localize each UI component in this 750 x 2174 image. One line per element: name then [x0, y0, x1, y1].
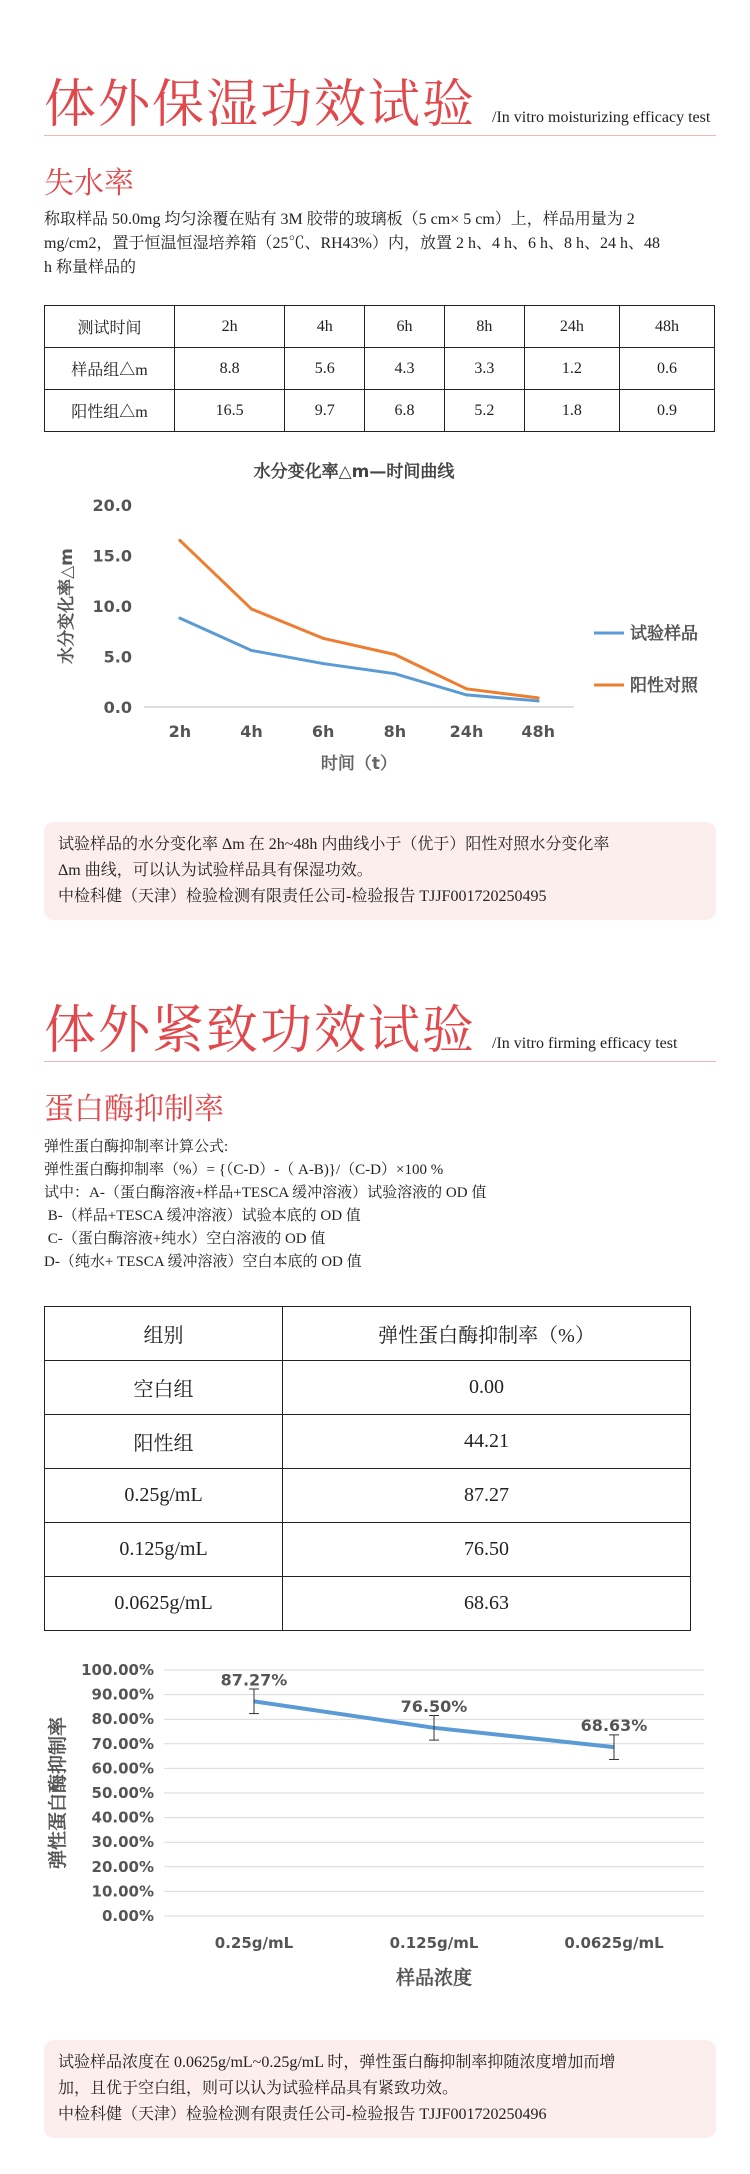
y-tick-label: 60.00%: [91, 1759, 154, 1778]
table-header-cell: 6h: [365, 306, 445, 348]
formula-line: D-（纯水+ TESCA 缓冲溶液）空白本底的 OD 值: [44, 1254, 362, 1270]
x-tick-label: 4h: [240, 722, 263, 741]
section2-conclusion: [44, 2040, 716, 2138]
formula-line: B-（样品+TESCA 缓冲溶液）试验本底的 OD 值: [44, 1208, 361, 1224]
y-tick-label: 40.00%: [91, 1808, 154, 1827]
table-row: [45, 1523, 691, 1577]
table-cell: 68.63: [283, 1577, 691, 1631]
conclusion-line: 加，且优于空白组，则可以认为试验样品具有紧致功效。: [58, 2080, 459, 2097]
elastase-inhibition-chart: [44, 1640, 716, 2025]
data-point: [465, 687, 468, 690]
table-row: [45, 348, 715, 390]
table-cell: 0.6: [619, 348, 714, 390]
x-tick-label: 0.125g/mL: [389, 1934, 479, 1952]
table-cell: 44.21: [283, 1415, 691, 1469]
table-cell: 5.6: [285, 348, 365, 390]
section2-divider: [44, 1061, 716, 1062]
x-tick-label: 48h: [521, 722, 555, 741]
table-cell: 0.9: [619, 390, 714, 432]
data-point: [178, 539, 181, 542]
table-cell: 0.125g/mL: [45, 1523, 283, 1577]
x-tick-label: 0.25g/mL: [214, 1934, 294, 1952]
table-cell: 9.7: [285, 390, 365, 432]
table-cell: 76.50: [283, 1523, 691, 1577]
table-cell: 16.5: [175, 390, 285, 432]
y-tick-label: 100.00%: [81, 1661, 154, 1679]
data-label: 87.27%: [220, 1670, 288, 1690]
table-header-cell: 弹性蛋白酶抑制率（%）: [283, 1307, 691, 1361]
table-cell: 阳性组△m: [45, 390, 175, 432]
table-header-cell: 4h: [285, 306, 365, 348]
description-line: 称取样品 50.0mg 均匀涂覆在贴有 3M 胶带的玻璃板（5 cm× 5 cm）上，样品用量为 2: [44, 211, 635, 228]
y-tick-label: 0.0: [103, 698, 132, 717]
data-point: [465, 693, 468, 696]
series-line-positive: [180, 540, 538, 698]
section2-subtitle: 蛋白酶抑制率: [44, 1092, 224, 1127]
y-tick-label: 5.0: [103, 647, 132, 667]
x-tick-label: 2h: [168, 722, 192, 741]
section1-subtitle: 失水率: [44, 166, 134, 201]
table-cell: 6.8: [365, 390, 445, 432]
table-cell: 空白组: [45, 1361, 283, 1415]
section1-title-zh: 体外保湿功效试验: [44, 75, 477, 135]
water-loss-table: [44, 305, 715, 432]
conclusion-line: 中检科健（天津）检验检测有限责任公司-检验报告 TJJF001720250495: [58, 888, 547, 905]
table-header-cell: 2h: [175, 306, 285, 348]
table-cell: 0.25g/mL: [45, 1469, 283, 1523]
data-point: [322, 637, 325, 640]
conclusion-line: 中检科健（天津）检验检测有限责任公司-检验报告 TJJF001720250496: [58, 2106, 547, 2123]
legend-label: 试验样品: [630, 624, 698, 644]
data-point: [537, 696, 540, 699]
y-tick-label: 90.00%: [91, 1685, 154, 1704]
y-tick-label: 10.00%: [91, 1882, 154, 1901]
x-axis-title: 样品浓度: [395, 1967, 473, 1989]
table-cell: 4.3: [365, 348, 445, 390]
section2-title-en: /In vitro firming efficacy test: [492, 1035, 678, 1052]
y-tick-label: 10.0: [92, 597, 132, 616]
data-point: [393, 653, 396, 656]
data-point: [537, 699, 540, 702]
y-tick-label: 20.00%: [91, 1857, 154, 1876]
table-header-cell: 组别: [45, 1307, 283, 1361]
table-cell: 5.2: [444, 390, 524, 432]
x-tick-label: 24h: [449, 722, 484, 741]
formula-line: C-（蛋白酶溶液+纯水）空白溶液的 OD 值: [44, 1231, 326, 1247]
table-cell: 8.8: [175, 348, 285, 390]
section1-description: [44, 208, 724, 280]
data-point: [393, 672, 396, 675]
conclusion-line: 试验样品浓度在 0.0625g/mL~0.25g/mL 时，弹性蛋白酶抑制率抑随浓度增加而增: [58, 2054, 616, 2071]
formula-line: 试中：A-（蛋白酶溶液+样品+TESCA 缓冲溶液）试验溶液的 OD 值: [44, 1185, 487, 1201]
y-axis-title: 水分变化率△m: [57, 548, 77, 664]
description-line: h 称量样品的: [44, 259, 137, 276]
series-line-sample: [180, 618, 538, 701]
table-cell: 样品组△m: [45, 348, 175, 390]
table-header-cell: 24h: [524, 306, 619, 348]
conclusion-line: Δm 曲线，可以认为试验样品具有保湿功效。: [58, 862, 373, 879]
table-row: [45, 1415, 691, 1469]
table-header-cell: 测试时间: [45, 306, 175, 348]
legend-label: 阳性对照: [630, 676, 698, 696]
section2-title: [44, 988, 677, 1063]
y-tick-label: 30.00%: [91, 1833, 154, 1852]
data-point: [322, 662, 325, 665]
y-tick-label: 80.00%: [91, 1710, 154, 1729]
table-cell: 1.2: [524, 348, 619, 390]
section1-conclusion: [44, 822, 716, 920]
section1-title-en: /In vitro moisturizing efficacy test: [492, 109, 711, 126]
table-cell: 87.27: [283, 1469, 691, 1523]
y-tick-label: 70.00%: [91, 1734, 154, 1753]
table-row: [45, 1469, 691, 1523]
x-axis-title: 时间（t）: [320, 754, 398, 774]
table-header-cell: 8h: [444, 306, 524, 348]
table-row: [45, 390, 715, 432]
table-cell: 0.00: [283, 1361, 691, 1415]
section2-formula: [44, 1136, 724, 1274]
table-row: [45, 1361, 691, 1415]
section2-title-zh: 体外紧致功效试验: [44, 1001, 477, 1061]
x-tick-label: 8h: [383, 722, 407, 741]
table-cell: 0.0625g/mL: [45, 1577, 283, 1631]
data-point: [178, 617, 181, 620]
table-row: [45, 1577, 691, 1631]
data-point: [250, 608, 253, 611]
data-label: 68.63%: [580, 1716, 648, 1736]
table-cell: 阳性组: [45, 1415, 283, 1469]
y-tick-label: 0.00%: [101, 1907, 154, 1925]
section1-title: [44, 62, 710, 137]
data-point: [250, 649, 253, 652]
x-tick-label: 6h: [311, 722, 335, 741]
data-label: 76.50%: [400, 1696, 468, 1716]
y-tick-label: 50.00%: [91, 1784, 154, 1802]
table-header-row: [45, 1307, 691, 1361]
formula-line: 弹性蛋白酶抑制率计算公式:: [44, 1139, 229, 1155]
table-cell: 3.3: [444, 348, 524, 390]
elastase-table: [44, 1306, 691, 1631]
chart-title: 水分变化率△m—时间曲线: [253, 462, 455, 482]
y-tick-label: 20.0: [92, 496, 132, 515]
y-axis-title: 弹性蛋白酶抑制率: [47, 1716, 69, 1870]
water-loss-chart: [44, 445, 716, 785]
table-header-row: [45, 306, 715, 348]
formula-line: 弹性蛋白酶抑制率（%）= {（C-D）-（ A-B)}/（C-D）×100 %: [44, 1162, 444, 1178]
description-line: mg/cm2，置于恒温恒湿培养箱（25℃、RH43%）内，放置 2 h、4 h、6 h、8 h、24 h、48: [44, 235, 660, 252]
conclusion-line: 试验样品的水分变化率 Δm 在 2h~48h 内曲线小于（优于）阳性对照水分变化率: [58, 836, 610, 853]
section1-divider: [44, 135, 716, 136]
table-cell: 1.8: [524, 390, 619, 432]
x-tick-label: 0.0625g/mL: [564, 1934, 664, 1952]
table-header-cell: 48h: [619, 306, 714, 348]
y-tick-label: 15.0: [92, 546, 132, 566]
